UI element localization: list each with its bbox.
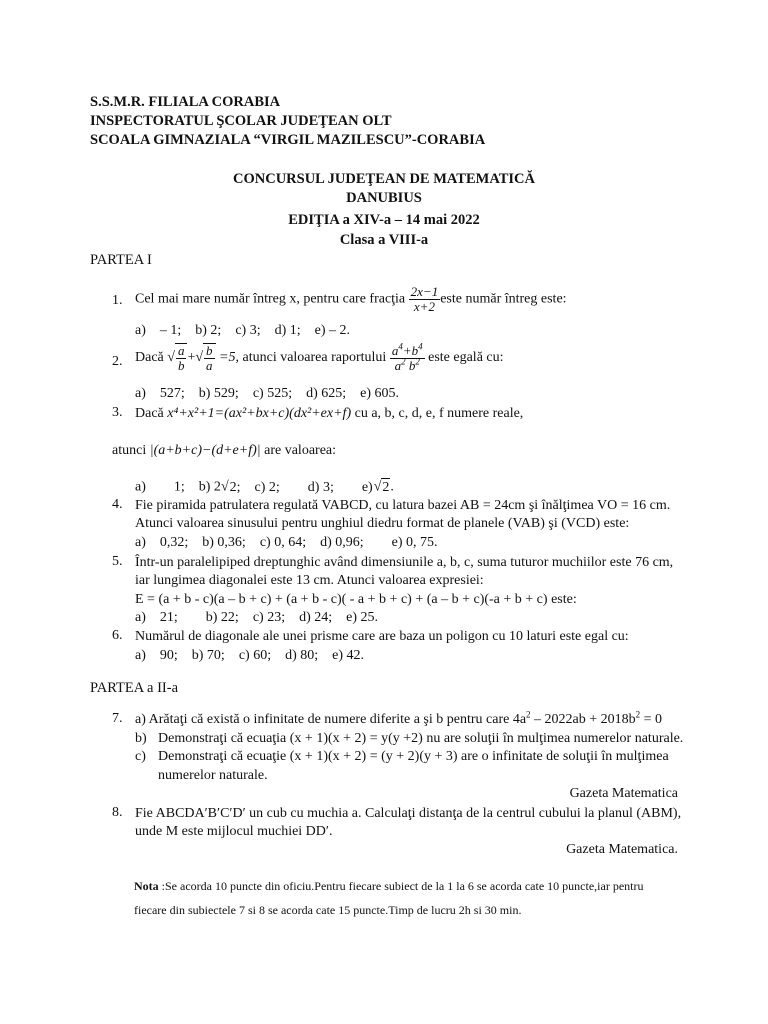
q3-abs-expression: |(a+b+c)−(d+e+f)| <box>149 443 261 458</box>
q7-source: Gazeta Matematica <box>569 786 678 801</box>
q8-number: 8. <box>112 805 123 820</box>
contest-name: DANUBIUS <box>346 190 422 206</box>
header-inspectorate: INSPECTORATUL ŞCOLAR JUDEŢEAN OLT <box>90 113 392 129</box>
q4-answers: a) 0,32; b) 0,36; c) 0, 64; d) 0,96; e) 0, 75. <box>135 535 438 550</box>
note-label: Nota <box>134 879 159 893</box>
q8-line2: unde M este mijlocul muchiei DD′. <box>135 824 333 839</box>
q2-answers: a) 527; b) 529; c) 525; d) 625; e) 605. <box>135 386 400 401</box>
q3-question: atunci |(a+b+c)−(d+e+f)| are valoarea: <box>112 443 337 458</box>
q4-line1: Fie piramida patrulatera regulată VABCD, cu latura bazei AB = 24cm şi înălţimea VO = 16 cm. <box>135 498 671 513</box>
header-school: SCOALA GIMNAZIALA “VIRGIL MAZILESCU”-CORABIA <box>90 132 486 148</box>
q5-line3: E = (a + b - c)(a – b + c) + (a + b - c)( - a + b + c) + (a – b + c)(-a + b + c) este: <box>135 592 577 607</box>
q7b-label: b) <box>135 731 147 746</box>
q4-number: 4. <box>112 497 123 512</box>
grading-note <box>134 874 679 922</box>
q5-answers: a) 21; b) 22; c) 23; d) 24; e) 25. <box>135 610 379 625</box>
q8-source: Gazeta Matematica. <box>566 842 678 857</box>
q3-statement: Dacă x⁴+x²+1=(ax²+bx+c)(dx²+ex+f) cu a, b, c, d, e, f numere reale, <box>135 406 524 421</box>
q8-line1: Fie ABCDA′B′C′D′ un cub cu muchia a. Calculaţi distanţa de la centrul cubului la planul (ABM), <box>135 806 682 821</box>
q7a-statement: a) Arătaţi că există o infinitate de numere diferite a şi b pentru care $4a^2 - 2022ab + 2018b^2 = 0$ <box>135 709 663 727</box>
part1-heading: PARTEA I <box>90 252 152 268</box>
contest-edition: EDIŢIA a XIV-a – 14 mai 2022 <box>288 212 480 228</box>
q2-number: 2. <box>112 354 123 369</box>
q6-answers: a) 90; b) 70; c) 60; d) 80; e) 42. <box>135 648 365 663</box>
q2-statement: Dacă √ $\frac{a}{b}$ +√ $\frac{b}{a}$ =5, atunci valoarea raportului $\frac{a^4+b^4}{a^2 b^2}$ este egală cu: <box>135 341 504 373</box>
q3-answers: a) 1; b) 2√2; c) 2; d) 3; e)√2. <box>135 479 394 495</box>
q1-statement: Cel mai mare număr întreg x, pentru care fracţia $\frac{2x-1}{x+2}$ este număr întreg este: <box>135 284 567 314</box>
q1-number: 1. <box>112 293 123 308</box>
q7-number: 7. <box>112 711 123 726</box>
q1-fraction: $\frac{2x-1}{x+2}$ <box>410 284 439 314</box>
q6-number: 6. <box>112 628 123 643</box>
q5-line1: Într-un paralelipiped dreptunghic având dimensiunile a, b, c, suma tuturor muchiilor este 76 cm, <box>135 555 674 570</box>
q1-answers: a) – 1; b) 2; c) 3; d) 1; e) – 2. <box>135 323 351 338</box>
contest-title: CONCURSUL JUDEŢEAN DE MATEMATICĂ <box>233 171 535 187</box>
header-association: S.S.M.R. FILIALA CORABIA <box>90 94 281 110</box>
q2-radical-sum: √ $\frac{a}{b}$ +√ $\frac{b}{a}$ <box>167 350 219 365</box>
q5-number: 5. <box>112 554 123 569</box>
part2-heading: PARTEA a II-a <box>90 680 178 696</box>
q3-number: 3. <box>112 405 123 420</box>
q7c-line1: Demonstraţi că ecuaţie (x + 1)(x + 2) = (y + 2)(y + 3) are o infinitate de soluţii în mulţimea <box>158 749 669 764</box>
q7c-line2: numerelor naturale. <box>158 768 268 783</box>
q7b-statement: Demonstraţi că ecuaţia (x + 1)(x + 2) = y(y +2) nu are soluţii în mulţimea numerelor naturale. <box>158 731 684 746</box>
note-text: :Se acorda 10 puncte din oficiu.Pentru fiecare subiect de la 1 la 6 se acorda cate 10 puncte,iar pentru fiecare din subiectele 7 si 8 se acorda cate 15 puncte.Timp de lucru 2h si 30 min. <box>134 879 644 917</box>
contest-grade: Clasa a VIII-a <box>339 232 429 248</box>
q4-line2: Atunci valoarea sinusului pentru unghiul diedru format de planele (VAB) şi (VCD) este: <box>135 516 630 531</box>
q6-line1: Numărul de diagonale ale unei prisme care are baza un poligon cu 10 laturi este egal cu: <box>135 629 629 644</box>
q5-line2: iar lungimea diagonalei este 13 cm. Atunci valoarea expresiei: <box>135 573 484 588</box>
q3-polynomial: x⁴+x²+1=(ax²+bx+c)(dx²+ex+f) <box>167 406 352 421</box>
q7c-label: c) <box>135 749 146 764</box>
q2-ratio: $\frac{a^4+b^4}{a^2 b^2}$ <box>391 341 423 373</box>
